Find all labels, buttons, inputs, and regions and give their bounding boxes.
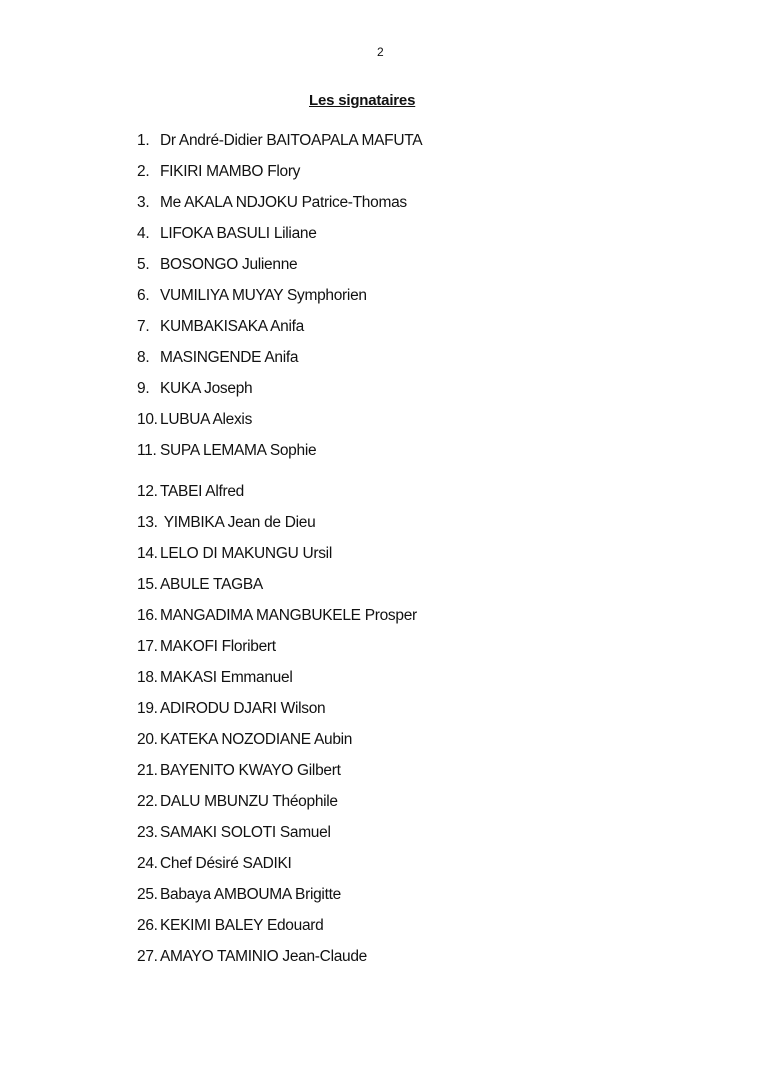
item-name: KEKIMI BALEY Edouard xyxy=(160,917,324,934)
list-item xyxy=(137,700,422,731)
item-number: 13. xyxy=(137,514,158,531)
item-name: KUKA Joseph xyxy=(160,380,253,397)
item-number: 26. xyxy=(137,917,158,934)
item-name: KATEKA NOZODIANE Aubin xyxy=(160,731,353,748)
item-number: 6. xyxy=(137,287,150,304)
item-name: ADIRODU DJARI Wilson xyxy=(160,700,326,717)
item-name: YIMBIKA Jean de Dieu xyxy=(160,514,316,531)
item-number: 21. xyxy=(137,762,158,779)
list-item xyxy=(137,824,422,855)
item-name: SAMAKI SOLOTI Samuel xyxy=(160,824,331,841)
list-item xyxy=(137,731,422,762)
item-number: 9. xyxy=(137,380,150,397)
item-number: 12. xyxy=(137,483,158,500)
item-number: 19. xyxy=(137,700,158,717)
signatories-list xyxy=(137,132,422,979)
item-number: 23. xyxy=(137,824,158,841)
item-number: 8. xyxy=(137,349,150,366)
list-item xyxy=(137,545,422,576)
item-number: 16. xyxy=(137,607,158,624)
list-item xyxy=(137,256,422,287)
list-item xyxy=(137,669,422,700)
list-item xyxy=(137,483,422,514)
item-name: KUMBAKISAKA Anifa xyxy=(160,318,304,335)
list-item xyxy=(137,194,422,225)
item-name: Chef Désiré SADIKI xyxy=(160,855,292,872)
item-name: AMAYO TAMINIO Jean-Claude xyxy=(160,948,367,965)
item-name: Dr André-Didier BAITOAPALA MAFUTA xyxy=(160,132,423,149)
item-number: 25. xyxy=(137,886,158,903)
list-item xyxy=(137,132,422,163)
item-number: 20. xyxy=(137,731,158,748)
list-item xyxy=(137,514,422,545)
page-title: Les signataires xyxy=(309,92,416,109)
item-number: 5. xyxy=(137,256,150,273)
item-number: 4. xyxy=(137,225,150,242)
item-number: 17. xyxy=(137,638,158,655)
list-item xyxy=(137,349,422,380)
list-item xyxy=(137,793,422,824)
item-number: 15. xyxy=(137,576,158,593)
item-name: Babaya AMBOUMA Brigitte xyxy=(160,886,341,903)
item-name: BOSONGO Julienne xyxy=(160,256,298,273)
list-item xyxy=(137,287,422,318)
list-item xyxy=(137,762,422,793)
list-item xyxy=(137,886,422,917)
item-name: LIFOKA BASULI Liliane xyxy=(160,225,317,242)
item-number: 24. xyxy=(137,855,158,872)
list-item xyxy=(137,948,422,979)
item-name: MANGADIMA MANGBUKELE Prosper xyxy=(160,607,417,624)
item-number: 3. xyxy=(137,194,150,211)
page-number: 2 xyxy=(377,45,384,59)
item-name: LUBUA Alexis xyxy=(160,411,253,428)
item-name: VUMILIYA MUYAY Symphorien xyxy=(160,287,367,304)
item-name: DALU MBUNZU Théophile xyxy=(160,793,338,810)
item-name: BAYENITO KWAYO Gilbert xyxy=(160,762,341,779)
item-name: MAKOFI Floribert xyxy=(160,638,276,655)
list-item xyxy=(137,318,422,349)
list-item xyxy=(137,225,422,256)
item-name: MAKASI Emmanuel xyxy=(160,669,293,686)
item-name: Me AKALA NDJOKU Patrice-Thomas xyxy=(160,194,407,211)
item-name: MASINGENDE Anifa xyxy=(160,349,299,366)
list-item xyxy=(137,163,422,194)
item-number: 27. xyxy=(137,948,158,965)
list-item xyxy=(137,917,422,948)
item-name: SUPA LEMAMA Sophie xyxy=(160,442,317,459)
item-number: 11. xyxy=(137,442,157,459)
item-number: 22. xyxy=(137,793,158,810)
item-name: TABEI Alfred xyxy=(160,483,244,500)
item-number: 7. xyxy=(137,318,150,335)
item-name: FIKIRI MAMBO Flory xyxy=(160,163,301,180)
item-name: LELO DI MAKUNGU Ursil xyxy=(160,545,332,562)
list-item xyxy=(137,411,422,442)
list-item xyxy=(137,638,422,669)
item-number: 18. xyxy=(137,669,158,686)
list-item xyxy=(137,380,422,411)
list-item xyxy=(137,855,422,886)
list-item xyxy=(137,607,422,638)
item-number: 1. xyxy=(137,132,150,149)
item-number: 14. xyxy=(137,545,158,562)
list-item xyxy=(137,442,422,483)
item-number: 2. xyxy=(137,163,150,180)
item-name: ABULE TAGBA xyxy=(160,576,263,593)
list-item xyxy=(137,576,422,607)
item-number: 10. xyxy=(137,411,158,428)
